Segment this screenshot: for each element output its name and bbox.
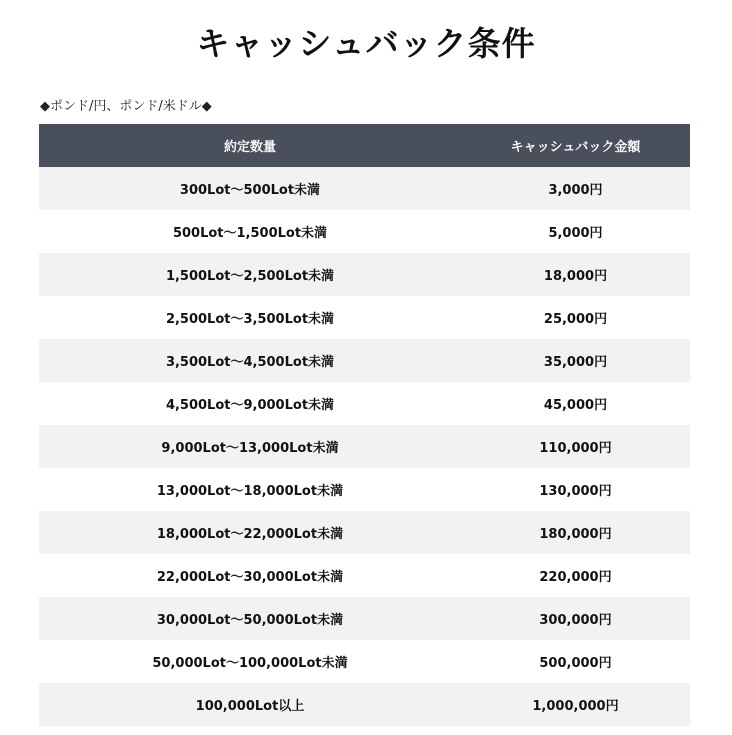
volume-cell: 300Lot～500Lot未満 — [39, 167, 461, 210]
amount-cell: 1,000,000円 — [461, 683, 690, 726]
volume-cell: 3,500Lot～4,500Lot未満 — [39, 339, 461, 382]
table-row — [39, 210, 690, 253]
volume-cell: 4,500Lot～9,000Lot未満 — [39, 382, 461, 425]
volume-cell: 22,000Lot～30,000Lot未満 — [39, 554, 461, 597]
amount-cell: 45,000円 — [461, 382, 690, 425]
amount-cell: 25,000円 — [461, 296, 690, 339]
currency-pairs-caption: ◆ポンド/円、ポンド/米ドル◆ — [40, 99, 212, 114]
volume-cell: 13,000Lot～18,000Lot未満 — [39, 468, 461, 511]
volume-cell: 18,000Lot～22,000Lot未満 — [39, 511, 461, 554]
table-row — [39, 554, 690, 597]
table-row — [39, 511, 690, 554]
volume-cell: 500Lot～1,500Lot未満 — [39, 210, 461, 253]
page-title: キャッシュバック条件 — [196, 24, 536, 64]
volume-cell: 100,000Lot以上 — [39, 683, 461, 726]
table-row — [39, 296, 690, 339]
table-row — [39, 683, 690, 726]
amount-cell: 220,000円 — [461, 554, 690, 597]
table-row — [39, 382, 690, 425]
amount-cell: 18,000円 — [461, 253, 690, 296]
amount-cell: 5,000円 — [461, 210, 690, 253]
table-row — [39, 425, 690, 468]
volume-cell: 9,000Lot～13,000Lot未満 — [39, 425, 461, 468]
table-row — [39, 167, 690, 210]
amount-cell: 130,000円 — [461, 468, 690, 511]
table-row — [39, 339, 690, 382]
volume-cell: 2,500Lot～3,500Lot未満 — [39, 296, 461, 339]
volume-cell: 1,500Lot～2,500Lot未満 — [39, 253, 461, 296]
table-header-row — [39, 124, 690, 167]
volume-cell: 50,000Lot～100,000Lot未満 — [39, 640, 461, 683]
amount-cell: 300,000円 — [461, 597, 690, 640]
amount-cell: 35,000円 — [461, 339, 690, 382]
cashback-table — [39, 124, 690, 726]
amount-cell: 110,000円 — [461, 425, 690, 468]
table-row — [39, 468, 690, 511]
amount-cell: 3,000円 — [461, 167, 690, 210]
amount-cell: 180,000円 — [461, 511, 690, 554]
header-cashback-amount: キャッシュバック金額 — [461, 124, 690, 167]
table-row — [39, 640, 690, 683]
amount-cell: 500,000円 — [461, 640, 690, 683]
header-volume: 約定数量 — [39, 124, 461, 167]
table-row — [39, 253, 690, 296]
volume-cell: 30,000Lot～50,000Lot未満 — [39, 597, 461, 640]
table-row — [39, 597, 690, 640]
